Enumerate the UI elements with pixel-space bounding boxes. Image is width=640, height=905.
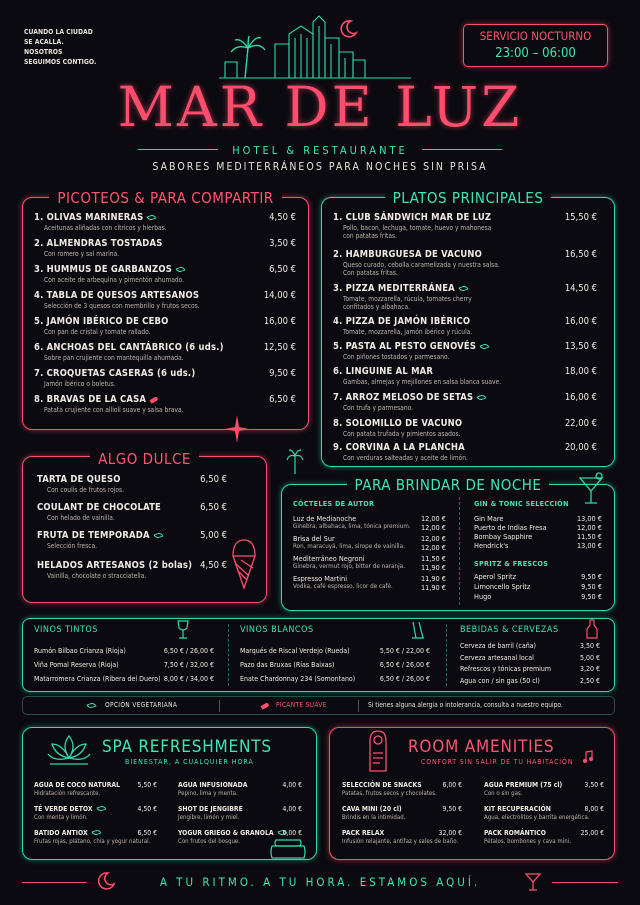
leaf-icon	[153, 532, 163, 540]
drink-name: Viña Pomal Reserva (Rioja)	[34, 661, 119, 669]
menu-item-desc: Con patata trufada y pimientos asados.	[343, 430, 461, 438]
cocktail-price-2: 12,00 €	[420, 523, 446, 532]
menu-item-name: HELADOS ARTESANOS (2 bolas)	[37, 560, 193, 571]
service-item-price: 6,50 €	[137, 829, 157, 837]
service-item-name: CAVA MINI (20 cl)	[342, 805, 402, 813]
door-hanger-icon	[364, 727, 392, 773]
spritz-title: SPRITZ & FRESCOS	[474, 559, 549, 568]
service-item-name: AGUA INFUSIONADA	[178, 781, 248, 789]
drink-name: Matarromera Crianza (Ribera del Duero)	[34, 675, 161, 683]
service-item-price: 4,00 €	[282, 805, 302, 813]
service-item-name: SELECCIÓN DE SNACKS	[342, 781, 422, 789]
ice-cream-icon	[229, 534, 259, 590]
service-item-name: TÉ VERDE DETOX	[34, 805, 106, 813]
service-item-desc: Hidratación refrescante.	[34, 790, 101, 797]
service-item-price: 32,00 €	[438, 829, 462, 837]
drink-price: 6,50 € / 26,00 €	[163, 647, 214, 655]
platos-title	[321, 189, 615, 207]
menu-item-desc: Selección fresca.	[47, 542, 98, 550]
leaf-icon	[477, 394, 487, 402]
menu-item-price: 5,00 €	[200, 530, 227, 541]
menu-item-price: 6,50 €	[269, 394, 296, 405]
cocktail-price-2: 12,00 €	[420, 543, 446, 552]
menu-item-name: 3. PIZZA MEDITERRÁNEA	[333, 283, 468, 294]
spa-subtitle: BIENESTAR, A CUALQUIER HORA	[125, 758, 254, 766]
menu-item-name: 1. OLIVAS MARINERAS	[34, 212, 156, 223]
cocktail-desc: Vodka, café espresso, licor de café.	[293, 583, 393, 590]
gin-name: Hendrick's	[474, 541, 509, 550]
gin-name: Bombay Sapphire	[474, 532, 533, 541]
menu-item-desc: Con pan de cristal y tomate rallado.	[44, 328, 151, 336]
cocktail-price: 11,50 €	[420, 554, 446, 563]
subbrand-text: HOTEL & RESTAURANTE	[232, 144, 408, 157]
picoteos-title	[22, 189, 309, 207]
platos-title-text: PLATOS PRINCIPALES	[385, 189, 552, 207]
drink-name: Cerveza artesanal local	[460, 653, 534, 662]
service-item-price: 25,00 €	[580, 829, 604, 837]
drink-price: 2,50 €	[579, 676, 600, 685]
menu-item-name: TARTA DE QUESO	[37, 474, 121, 485]
drink-price: 8,00 € / 34,00 €	[163, 675, 214, 683]
vinos-tintos-title: VINOS TINTOS	[34, 625, 98, 635]
music-note-icon	[582, 750, 594, 764]
spritz-name: Aperol Spritz	[474, 572, 517, 581]
legend-sep-1	[219, 700, 220, 712]
service-item-price: 4,50 €	[137, 805, 157, 813]
tagline: SABORES MEDITERRÁNEOS PARA NOCHES SIN PRISA	[152, 161, 488, 173]
night-line: SE ACALLA.	[24, 38, 64, 46]
spritz-price: 9,50 €	[581, 582, 602, 591]
legend	[22, 696, 615, 715]
service-item-price: 8,00 €	[584, 805, 604, 813]
gin-title: GIN & TONIC SELECCIÓN	[474, 499, 569, 508]
drink-name: Enate Chardonnay 234 (Somontano)	[240, 675, 356, 683]
menu-item-price: 6,50 €	[269, 264, 296, 275]
service-item-name: AGUA DE COCO NATURAL	[34, 781, 121, 789]
leaf-icon	[147, 214, 157, 222]
leaf-icon	[458, 285, 468, 293]
drink-name: Agua con / sin gas (50 cl)	[460, 676, 540, 685]
service-hours: 23:00 – 06:00	[495, 46, 576, 61]
vinos-blancos-title: VINOS BLANCOS	[240, 625, 314, 635]
service-item-desc: Con frutos del bosque.	[178, 838, 241, 845]
service-item-desc: Pétalos, bombones y cava mini.	[484, 838, 571, 845]
cocktail-glass-icon	[577, 472, 605, 506]
menu-item-desc: Con piñones tostados y parmesano.	[343, 353, 450, 361]
menu-item-price: 16,50 €	[564, 249, 597, 260]
night-text	[24, 27, 96, 67]
menu-item-price: 6,50 €	[200, 474, 227, 485]
menu-item-desc: Sobre pan crujiente con mantequilla ahumada.	[44, 354, 184, 362]
cervezas-title: BEBIDAS & CERVEZAS	[460, 625, 559, 635]
service-item-name: YOGUR GRIEGO & GRANOLA	[178, 829, 287, 837]
menu-item-name: 4. PIZZA DE JAMÓN IBÉRICO	[333, 316, 471, 327]
drink-price: 6,50 € / 26,00 €	[379, 675, 430, 683]
chili-icon	[150, 396, 159, 403]
menu-item-price: 18,00 €	[564, 366, 597, 377]
menu-item-name: 2. HAMBURGUESA DE VACUNO	[333, 249, 483, 260]
service-item-desc: Jengibre, limón y miel.	[178, 814, 240, 821]
menu-item-desc: Tomate, mozzarella, rúcula, tomates cherry confitados y albahaca.	[343, 295, 472, 311]
menu-item-desc: Con coulis de frutos rojos.	[47, 486, 125, 494]
spritz-price: 9,50 €	[581, 592, 602, 601]
menu-item-desc: Vainilla, chocolate o stracciatella.	[47, 572, 147, 580]
footer-text: A TU RITMO. A TU HORA. ESTAMOS AQUÍ.	[159, 875, 481, 889]
drink-name: Pazo das Bruxas (Rías Baixas)	[240, 661, 335, 669]
service-item-name: PACK ROMÁNTICO	[484, 829, 546, 837]
cocktail-desc: Ginebra, vermut rojo, bitter de naranja.	[293, 563, 405, 570]
leaf-icon	[480, 343, 490, 351]
leaf-icon	[86, 702, 96, 710]
brindar-title	[281, 476, 615, 494]
gin-price: 13,00 €	[576, 514, 602, 523]
menu-item-desc: Patata crujiente con allioli suave y salsa brava.	[44, 406, 184, 414]
menu-item-desc: Tomate, mozzarella, jamón ibérico y rúcula.	[343, 328, 473, 336]
menu-item-price: 4,50 €	[200, 560, 227, 571]
menu-item-name: 1. CLUB SÁNDWICH MAR DE LUZ	[333, 212, 492, 223]
menu-item-name: 7. ARROZ MELOSO DE SETAS	[333, 392, 486, 403]
service-item-price: 6,00 €	[442, 781, 462, 789]
palm-icon	[285, 448, 305, 474]
menu-item-price: 22,00 €	[564, 418, 597, 429]
service-item-price: 3,50 €	[584, 781, 604, 789]
service-item-name: AGUA PREMIUM (75 cl)	[484, 781, 563, 789]
menu-item-name: 4. TABLA DE QUESOS ARTESANOS	[34, 290, 200, 301]
lotus-icon	[46, 732, 92, 766]
service-item-price: 5,50 €	[137, 781, 157, 789]
service-item-desc: Brindis en la intimidad.	[342, 814, 406, 821]
menu-item-desc: Con verduras salteadas y aceite de limón.	[343, 454, 468, 462]
menu-item-price: 16,00 €	[263, 316, 296, 327]
menu-item-price: 6,50 €	[200, 502, 227, 513]
menu-item-name: 2. ALMENDRAS TOSTADAS	[34, 238, 163, 249]
bottle-icon	[586, 619, 598, 639]
drink-price: 3,20 €	[579, 665, 600, 673]
menu-item-price: 20,00 €	[564, 442, 597, 453]
menu-item-name: 5. JAMÓN IBÉRICO DE CEBO	[34, 316, 169, 327]
service-item-name: BATIDO ANTIOX	[34, 829, 101, 837]
menu-item-name: 8. SOLOMILLO DE VACUNO	[333, 418, 463, 429]
night-line: NOSOTROS	[24, 48, 63, 56]
menu-item-name: 6. LINGUINE AL MAR	[333, 366, 434, 377]
skyline-icon	[215, 14, 415, 80]
drink-name: Rumón Bilbao Crianza (Rioja)	[34, 647, 126, 655]
room-title: ROOM AMENITIES	[408, 737, 555, 757]
subbrand	[0, 141, 640, 159]
gin-price: 13,00 €	[576, 541, 602, 550]
menu-item-desc: Selección de 3 quesos con membrillo y frutos secos.	[44, 302, 200, 310]
legend-sep-2	[358, 700, 359, 712]
sparkle-icon	[224, 414, 250, 444]
menu-item-price: 4,50 €	[269, 212, 296, 223]
service-item-desc: Frutas rojas, plátano, chía y yogur natural.	[34, 838, 151, 845]
cocktail-desc: Ron, maracuyá, lima, sirope de vainilla.	[293, 543, 405, 550]
leaf-icon	[175, 266, 185, 274]
room-subtitle: CONFORT SIN SALIR DE TU HABITACIÓN	[421, 758, 574, 766]
menu-item-desc: Con trufa y parmesano.	[343, 404, 413, 412]
legend-veg: OPCIÓN VEGETARIANA	[105, 701, 178, 709]
menu-item-name: FRUTA DE TEMPORADA	[37, 530, 163, 541]
service-item-price: 4,00 €	[282, 781, 302, 789]
legend-allergy: Si tienes alguna alergia o intolerancia, consulta a nuestro equipo.	[368, 701, 563, 709]
menu-item-price: 16,00 €	[564, 316, 597, 327]
service-item-desc: Infusión relajante, antifaz y sales de baño.	[342, 838, 459, 845]
service-item-price: 6,00 €	[282, 829, 302, 837]
menu-item-price: 14,00 €	[263, 290, 296, 301]
footer-line-right	[552, 882, 618, 883]
service-item-desc: Pepino, lima y menta.	[178, 790, 238, 797]
service-item-desc: Con menta y limón.	[34, 814, 88, 821]
gin-price: 11,50 €	[576, 532, 602, 541]
cocktail-price-2: 11,90 €	[420, 563, 446, 572]
menu-item-price: 14,50 €	[564, 283, 597, 294]
menu-item-desc: Con aceite de arbequina y pimentón ahumado.	[44, 276, 185, 284]
drink-price: 7,50 € / 32,00 €	[163, 661, 214, 669]
drink-name: Cerveza de barril (caña)	[460, 642, 536, 650]
leaf-icon	[96, 805, 106, 813]
leaf-icon	[91, 829, 101, 837]
bebidas-divider-1	[228, 624, 229, 686]
service-item-name: SHOT DE JENGIBRE	[178, 805, 243, 813]
menu-item-name: 7. CROQUETAS CASERAS (6 uds.)	[34, 368, 196, 379]
drink-price: 5,50 € / 22,00 €	[379, 647, 430, 655]
menu-item-price: 16,00 €	[564, 392, 597, 403]
menu-item-desc: Aceitunas aliñadas con cítricos y hierbas.	[44, 224, 167, 232]
moon-icon	[337, 18, 359, 40]
wine-bottle-icon	[410, 620, 426, 640]
spritz-name: Hugo	[474, 592, 492, 601]
menu-item-name: 3. HUMMUS DE GARBANZOS	[34, 264, 185, 275]
menu-item-price: 15,50 €	[564, 212, 597, 223]
cocktail-price-2: 11,90 €	[420, 583, 446, 592]
night-line: CUANDO LA CIUDAD	[24, 28, 93, 36]
menu-item-name: 8. BRAVAS DE LA CASA	[34, 394, 158, 405]
drink-price: 6,50 € / 26,00 €	[379, 661, 430, 669]
service-item-name: PACK RELAX	[342, 829, 385, 837]
dulce-title	[22, 450, 267, 468]
menu-item-desc: Gambas, almejas y mejillones en salsa blanca suave.	[343, 378, 502, 386]
spritz-price: 9,50 €	[581, 572, 602, 581]
legend-spicy: PICANTE SUAVE	[276, 701, 327, 709]
cocktail-desc: Ginebra, albahaca, lima, tónica premium.	[293, 523, 411, 530]
dulce-title-text: ALGO DULCE	[90, 450, 199, 468]
picoteos-title-text: PICOTEOS & PARA COMPARTIR	[49, 189, 281, 207]
cocktail-name: Luz de Medianoche	[293, 514, 357, 523]
menu-item-name: COULANT DE CHOCOLATE	[37, 502, 162, 513]
cocktail-price: 12,00 €	[420, 514, 446, 523]
cocktail-name: Mediterráneo Negroni	[293, 554, 365, 563]
service-title: SERVICIO NOCTURNO	[479, 29, 592, 43]
menu-item-price: 3,50 €	[269, 238, 296, 249]
service-item-desc: Agua, electrolitos y barrita energética.	[484, 814, 590, 821]
towel-icon	[268, 838, 308, 862]
drink-name: Refrescos y tónicas premium	[460, 665, 552, 673]
spritz-name: Limoncello Spritz	[474, 582, 531, 591]
drink-price: 5,00 €	[579, 653, 600, 662]
menu-item-desc: Queso curado, cebolla caramelizada y nuestra salsa. Con patatas fritas.	[343, 261, 500, 277]
bebidas-divider-2	[446, 624, 447, 686]
menu-item-name: 9. CORVINA A LA PLANCHA	[333, 442, 465, 453]
gin-name: Gin Mare	[474, 514, 504, 523]
brindar-divider	[459, 497, 460, 605]
gin-name: Puerto de Indias Fresa	[474, 523, 547, 532]
menu-item-desc: Pollo, bacon, lechuga, tomate, huevo y mahonesa con patatas fritas.	[343, 224, 492, 240]
menu-item-desc: Con helado de vainilla.	[47, 514, 115, 522]
cocktail-price: 11,90 €	[420, 574, 446, 583]
brindar-title-text: PARA BRINDAR DE NOCHE	[347, 476, 550, 494]
drink-name: Marqués de Riscal Verdejo (Rueda)	[240, 647, 350, 655]
spa-title: SPA REFRESHMENTS	[102, 737, 272, 757]
service-box	[463, 24, 608, 67]
menu-item-price: 13,50 €	[564, 341, 597, 352]
menu-item-desc: Con romero y sal marina.	[44, 250, 120, 258]
service-item-desc: Con o sin gas.	[484, 790, 523, 797]
menu-item-name: 6. ANCHOAS DEL CANTÁBRICO (6 uds.)	[34, 342, 224, 353]
brand-title: MAR DE LUZ	[117, 75, 523, 139]
drink-price: 3,50 €	[579, 642, 600, 650]
wine-glass-icon	[176, 620, 190, 640]
cocktail-name: Espresso Martini	[293, 574, 348, 583]
service-item-price: 9,50 €	[442, 805, 462, 813]
footer-cocktail-icon	[524, 870, 542, 892]
cocktail-name: Brisa del Sur	[293, 534, 335, 543]
chili-icon	[261, 702, 270, 709]
menu-item-price: 12,50 €	[263, 342, 296, 353]
menu-item-desc: Jamón ibérico o boletus.	[44, 380, 116, 388]
menu-item-price: 9,50 €	[269, 368, 296, 379]
night-line: SEGUIMOS CONTIGO.	[24, 58, 97, 66]
cocteles-title: CÓCTELES DE AUTOR	[293, 499, 375, 508]
service-item-name: KIT RECUPERACIÓN	[484, 805, 551, 813]
cocktail-price: 12,00 €	[420, 534, 446, 543]
menu-item-name: 5. PASTA AL PESTO GENOVÉS	[333, 341, 489, 352]
gin-price: 12,00 €	[576, 523, 602, 532]
service-item-desc: Patatas, frutos secos y chocolates.	[342, 790, 437, 797]
